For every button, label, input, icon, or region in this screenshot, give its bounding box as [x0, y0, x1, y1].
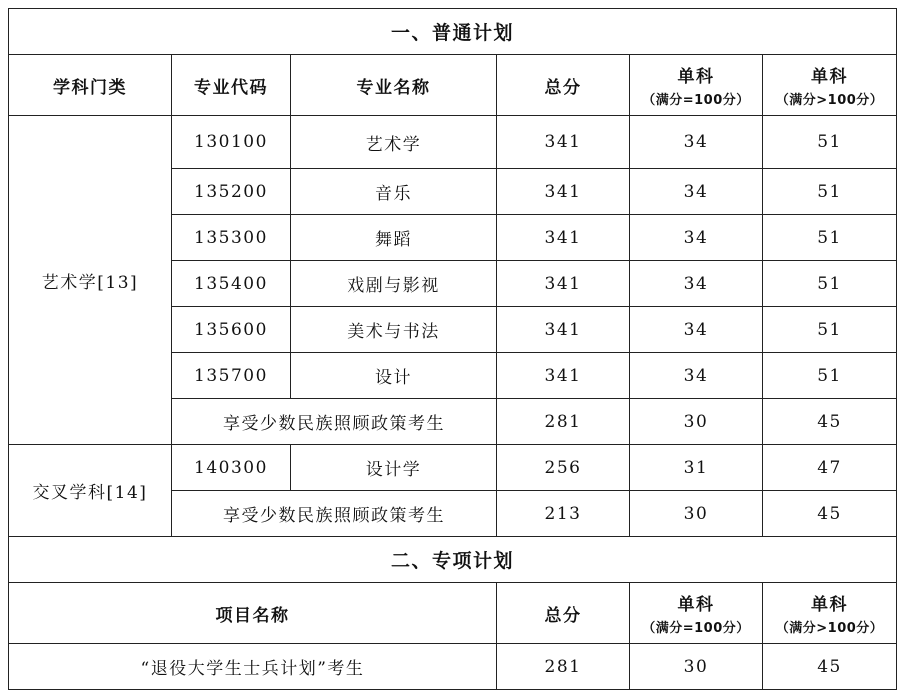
- single-100-cell: 34: [630, 116, 763, 169]
- header-single-over100: [763, 583, 897, 644]
- major-name-cell: 音乐: [291, 169, 497, 215]
- section1-header-row: [9, 55, 897, 116]
- single-100-cell: 34: [630, 353, 763, 399]
- single-100-cell: 34: [630, 169, 763, 215]
- total-cell: 281: [497, 644, 630, 690]
- single-100-cell: 30: [630, 644, 763, 690]
- major-name-cell: 戏剧与影视: [291, 261, 497, 307]
- header-single-over100-label: 单科: [811, 67, 849, 87]
- single-over100-cell: 51: [763, 169, 897, 215]
- single-100-cell: 30: [630, 399, 763, 445]
- single-100-cell: 34: [630, 215, 763, 261]
- minority-label-cell: 享受少数民族照顾政策考生: [172, 491, 497, 537]
- table-row: [9, 116, 897, 169]
- header-single-100-label: 单科: [677, 595, 715, 615]
- header-category: 学科门类: [9, 55, 172, 116]
- header-single-over100-note: （满分>100分）: [775, 621, 884, 636]
- single-over100-cell: 45: [763, 399, 897, 445]
- single-over100-cell: 51: [763, 307, 897, 353]
- section2-title: 二、专项计划: [9, 537, 897, 583]
- single-over100-cell: 45: [763, 491, 897, 537]
- single-over100-cell: 51: [763, 116, 897, 169]
- major-name-cell: 设计: [291, 353, 497, 399]
- code-cell: 135300: [172, 215, 291, 261]
- single-100-cell: 34: [630, 307, 763, 353]
- section2-header-row: [9, 583, 897, 644]
- code-cell: 130100: [172, 116, 291, 169]
- code-cell: 135700: [172, 353, 291, 399]
- header-single-100-note: （满分=100分）: [642, 93, 750, 108]
- total-cell: 341: [497, 307, 630, 353]
- table-row: [9, 644, 897, 690]
- header-single-100-label: 单科: [677, 67, 715, 87]
- header-single-over100-note: （满分>100分）: [775, 93, 884, 108]
- header-total: 总分: [497, 55, 630, 116]
- major-name-cell: 舞蹈: [291, 215, 497, 261]
- header-code: 专业代码: [172, 55, 291, 116]
- single-100-cell: 34: [630, 261, 763, 307]
- header-single-over100: [763, 55, 897, 116]
- table-row: [9, 445, 897, 491]
- single-over100-cell: 51: [763, 353, 897, 399]
- code-cell: 135600: [172, 307, 291, 353]
- project-name-cell: “退役大学生士兵计划”考生: [9, 644, 497, 690]
- single-over100-cell: 45: [763, 644, 897, 690]
- total-cell: 341: [497, 116, 630, 169]
- single-over100-cell: 51: [763, 215, 897, 261]
- header-single-100: [630, 55, 763, 116]
- header-name: 专业名称: [291, 55, 497, 116]
- header-total: 总分: [497, 583, 630, 644]
- code-cell: 140300: [172, 445, 291, 491]
- single-100-cell: 31: [630, 445, 763, 491]
- major-name-cell: 美术与书法: [291, 307, 497, 353]
- total-cell: 341: [497, 353, 630, 399]
- header-single-100: [630, 583, 763, 644]
- header-single-100-note: （满分=100分）: [642, 621, 750, 636]
- section1-title-row: [9, 9, 897, 55]
- code-cell: 135400: [172, 261, 291, 307]
- total-cell: 341: [497, 215, 630, 261]
- single-100-cell: 30: [630, 491, 763, 537]
- total-cell: 341: [497, 169, 630, 215]
- total-cell: 213: [497, 491, 630, 537]
- header-project: 项目名称: [9, 583, 497, 644]
- major-name-cell: 艺术学: [291, 116, 497, 169]
- total-cell: 341: [497, 261, 630, 307]
- single-over100-cell: 51: [763, 261, 897, 307]
- major-name-cell: 设计学: [291, 445, 497, 491]
- total-cell: 281: [497, 399, 630, 445]
- total-cell: 256: [497, 445, 630, 491]
- category-cell: 交叉学科[14]: [9, 445, 172, 537]
- single-over100-cell: 47: [763, 445, 897, 491]
- section2-title-row: [9, 537, 897, 583]
- score-table: [8, 8, 897, 690]
- section1-title: 一、普通计划: [9, 9, 897, 55]
- code-cell: 135200: [172, 169, 291, 215]
- header-single-over100-label: 单科: [811, 595, 849, 615]
- minority-label-cell: 享受少数民族照顾政策考生: [172, 399, 497, 445]
- category-cell: 艺术学[13]: [9, 116, 172, 445]
